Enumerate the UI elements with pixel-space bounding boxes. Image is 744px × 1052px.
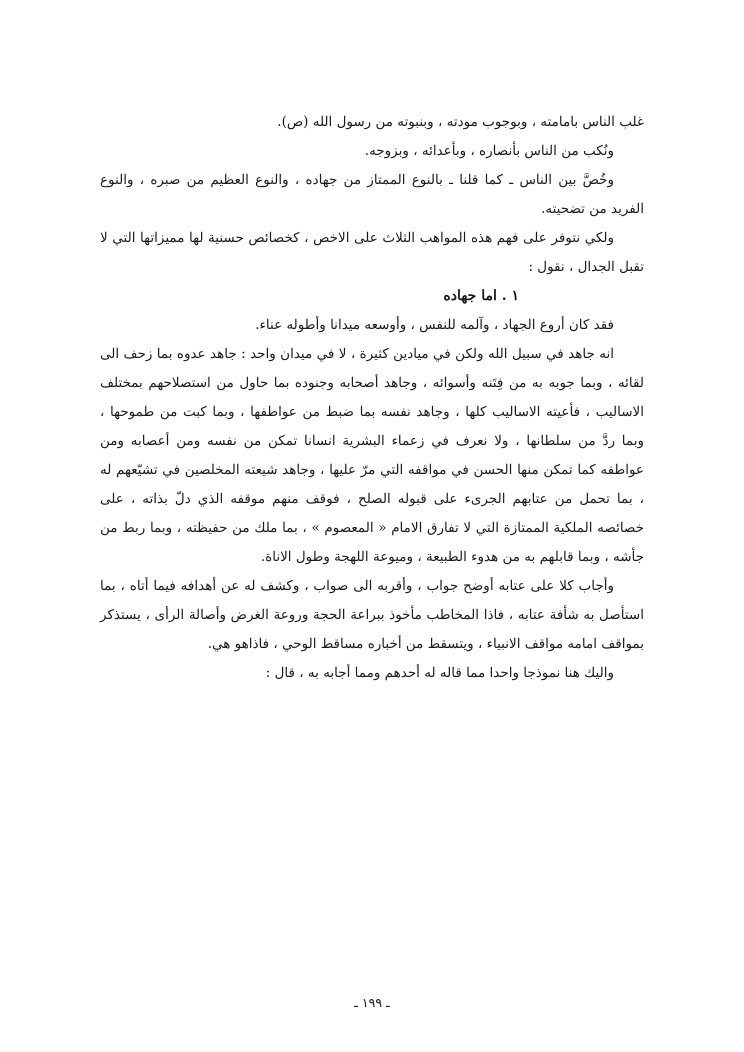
paragraph: وخُصَّ بين الناس ـ كما قلنا ـ بالنوع الممتاز من جهاده ، والنوع العظيم من صبره ، والنوع الفريد من تضحيته.: [100, 172, 644, 217]
paragraph: وأجاب كلا على عتابه أوضح جواب ، وأقربه الى صواب ، وكشف له عن أهدافه فيما أتاه ، بما استأصل به شأفة عتابه ، فاذا المخاطب مأخوذ ببراعة الحجة وروعة الغرض وأصالة الرأى ، يستذكر بمواقف امامه مواقف الانبياء ، ويتسقط من أخباره مساقط الوحي ، فاذاهو هي.: [100, 578, 644, 652]
page-number: ـ ١٩٩ ـ: [354, 995, 390, 1010]
body-text: [100, 108, 644, 688]
section-heading: ١ . اما جهاده: [443, 288, 519, 304]
paragraph: ولكي نتوفر على فهم هذه المواهب الثلاث على الاخص ، كخصائص حسنية لها مميزاتها التي لا تقبل الجدال ، نقول :: [100, 230, 644, 275]
paragraph: واليك هنا نموذجا واحدا مما قاله له أحدهم ومما أجابه به ، قال :: [265, 665, 614, 681]
paragraph: ونُكب من الناس بأنصاره ، وبأعدائه ، وبزوجه.: [364, 143, 614, 159]
paragraph: فقد كان أروع الجهاد ، وآلمه للنفس ، وأوسعه ميدانا وأطوله عناء.: [255, 317, 614, 333]
paragraph: غلب الناس بامامته ، وبوجوب مودته ، وبنبوته من رسول الله (ص).: [277, 114, 644, 130]
paragraph: انه جاهد في سبيل الله ولكن في ميادين كثيرة ، لا في ميدان واحد : جاهد عدوه بما زحف الى لقائه ، وبما جوبه به من فِتَنه وأسوائه ، وجاهد أصحابه وجنوده بما حاول من استصلاحهم بمختلف الاساليب ، فأعيته الاساليب كلها ، وجاهد نفسه بما ضبط من عواطفها ، وبما كبت من طموحها ، وبما ردَّ من سلطانها ، ولا نعرف في زعماء البشرية انسانا تمكن من نفسه ومن أعصابه ومن عواطفه كما تمكن منها الحسن في مواقفه التي مرّ عليها ، وجاهد شيعته المخلصين في تشيّعهم له ، بما تحمل من عتابهم الجرىء على قبوله الصلح ، فوقف منهم موقفه الذي دلّ بذاته ، على خصائصه الملكية الممتازة التي لا تفارق الامام « المعصوم » ، بما ملك من حفيظته ، وبما ربط من جأشه ، وبما قابلهم به من هدوء الطبيعة ، وميوعة اللهجة وطول الاناة.: [100, 346, 644, 565]
